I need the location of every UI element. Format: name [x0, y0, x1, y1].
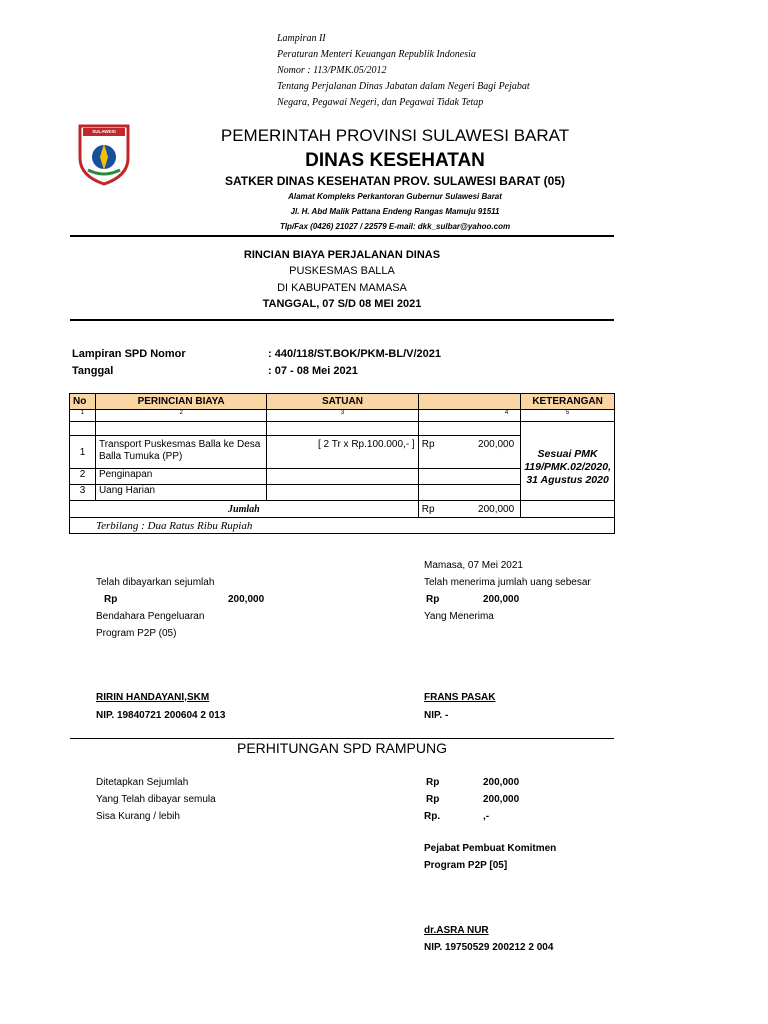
table-colnum-row — [70, 410, 615, 422]
terbilang-row — [70, 518, 615, 534]
rampung-label-1: Ditetapkan Sejumlah — [96, 777, 189, 788]
doc-subtitle-1: PUSKESMAS BALLA — [289, 265, 395, 277]
spd-number-value: : 440/118/ST.BOK/PKM-BL/V/2021 — [268, 348, 442, 360]
received-amount: 200,000 — [483, 594, 520, 605]
province-logo — [78, 124, 130, 186]
received-label: Telah menerima jumlah uang sebesar — [424, 577, 591, 588]
doc-date: TANGGAL, 07 S/D 08 MEI 2021 — [262, 298, 422, 310]
row-amount: 200,000 — [478, 439, 515, 450]
jumlah-label: Jumlah — [70, 501, 419, 518]
receiver-name: FRANS PASAK — [424, 692, 496, 703]
title-divider — [70, 319, 614, 321]
lampiran-line-3: Nomor : 113/PMK.05/2012 — [277, 65, 387, 76]
receiver-nip: NIP. - — [424, 710, 449, 721]
lampiran-line-4: Tentang Perjalanan Dinas Jabatan dalam Negeri Bagi Pejabat — [277, 81, 530, 92]
doc-subtitle-2: DI KABUPATEN MAMASA — [277, 282, 407, 294]
row-desc: Uang Harian — [95, 485, 266, 501]
table-spacer-row — [70, 422, 615, 436]
gov-title: PEMERINTAH PROVINSI SULAWESI BARAT — [220, 126, 570, 145]
rampung-amount-3: ,- — [483, 811, 490, 822]
paid-label: Telah dibayarkan sejumlah — [96, 577, 215, 588]
treasurer-name: RIRIN HANDAYANI,SKM — [96, 692, 210, 703]
ppk-nip: NIP. 19750529 200212 2 004 — [424, 942, 554, 953]
header-divider — [70, 235, 614, 237]
table-row — [70, 436, 615, 469]
terbilang-text: Terbilang : Dua Ratus Ribu Rupiah — [70, 518, 615, 534]
row-amount — [418, 469, 520, 485]
col-header-satuan: SATUAN — [267, 394, 418, 410]
row-rp: Rp — [421, 439, 435, 450]
ppk-name: dr.ASRA NUR — [424, 925, 489, 936]
logo-text: SULAWESI BARAT — [92, 129, 116, 142]
row-amount-cell — [418, 436, 520, 469]
lampiran-line-1: Lampiran II — [277, 33, 326, 44]
rampung-rp-1: Rp — [426, 777, 440, 788]
jumlah-amount: 200,000 — [478, 503, 515, 515]
ppk-role: Pejabat Pembuat Komitmen — [424, 843, 557, 854]
col-header-keterangan: KETERANGAN — [521, 394, 615, 410]
table-header-row — [70, 394, 615, 410]
paid-rp: Rp — [104, 594, 118, 605]
row-satuan: [ 2 Tr x Rp.100.000,- ] — [267, 436, 418, 469]
ppk-program: Program P2P [05] — [424, 860, 508, 871]
rampung-title: PERHITUNGAN SPD RAMPUNG — [236, 740, 448, 756]
lampiran-block — [277, 31, 577, 111]
col-header-blank — [418, 394, 520, 410]
rampung-divider — [70, 738, 614, 739]
row-satuan — [267, 469, 418, 485]
paid-amount: 200,000 — [228, 594, 265, 605]
rampung-rp-2: Rp — [426, 794, 440, 805]
dept-title: DINAS KESEHATAN — [305, 150, 485, 171]
satker-title: SATKER DINAS KESEHATAN PROV. SULAWESI BARAT (05) — [224, 174, 566, 188]
address-line-1: Alamat Kompleks Perkantoran Gubernur Sulawesi Barat — [288, 192, 502, 201]
contact-line: Tlp/Fax (0426) 21027 / 22579 E-mail: dkk_sulbar@yahoo.com — [279, 222, 511, 231]
colnum: 4 — [418, 410, 520, 422]
cost-table — [69, 393, 615, 534]
row-desc: Transport Puskesmas Balla ke Desa Balla Tumuka (PP) — [95, 436, 266, 469]
spd-date-label: Tanggal — [72, 365, 114, 377]
row-desc: Penginapan — [95, 469, 266, 485]
row-no: 2 — [70, 469, 96, 485]
col-header-no: No — [70, 394, 96, 410]
row-satuan — [267, 485, 418, 501]
jumlah-cell — [418, 501, 520, 518]
address-line-2: Jl. H. Abd Malik Pattana Endeng Rangas Mamuju 91511 — [290, 207, 500, 216]
treasurer-nip: NIP. 19840721 200604 2 013 — [96, 710, 226, 721]
received-rp: Rp — [426, 594, 440, 605]
treasurer-program: Program P2P (05) — [96, 628, 177, 639]
row-no: 3 — [70, 485, 96, 501]
jumlah-rp: Rp — [421, 503, 435, 515]
lampiran-line-5: Negara, Pegawai Negeri, dan Pegawai Tidak Tetap — [277, 97, 484, 108]
rampung-amount-2: 200,000 — [483, 794, 520, 805]
doc-title: RINCIAN BIAYA PERJALANAN DINAS — [243, 249, 441, 261]
keterangan-cell: Sesuai PMK 119/PMK.02/2020, 31 Agustus 2020 — [521, 436, 615, 501]
rampung-rp-3: Rp. — [424, 811, 441, 822]
treasurer-role: Bendahara Pengeluaran — [96, 611, 205, 622]
row-no: 1 — [70, 436, 96, 469]
place-date: Mamasa, 07 Mei 2021 — [424, 560, 523, 571]
receiver-role: Yang Menerima — [424, 611, 494, 622]
rampung-label-3: Sisa Kurang / lebih — [96, 811, 180, 822]
row-amount — [418, 485, 520, 501]
rampung-amount-1: 200,000 — [483, 777, 520, 788]
spd-date-value: : 07 - 08 Mei 2021 — [268, 365, 358, 377]
jumlah-row — [70, 501, 615, 518]
colnum: 5 — [521, 410, 615, 422]
colnum: 2 — [95, 410, 266, 422]
rampung-label-2: Yang Telah dibayar semula — [96, 794, 216, 805]
spd-number-label: Lampiran SPD Nomor — [72, 348, 186, 360]
lampiran-line-2: Peraturan Menteri Keuangan Republik Indonesia — [277, 49, 476, 60]
col-header-perincian: PERINCIAN BIAYA — [95, 394, 266, 410]
colnum: 1 — [70, 410, 96, 422]
colnum: 3 — [267, 410, 418, 422]
